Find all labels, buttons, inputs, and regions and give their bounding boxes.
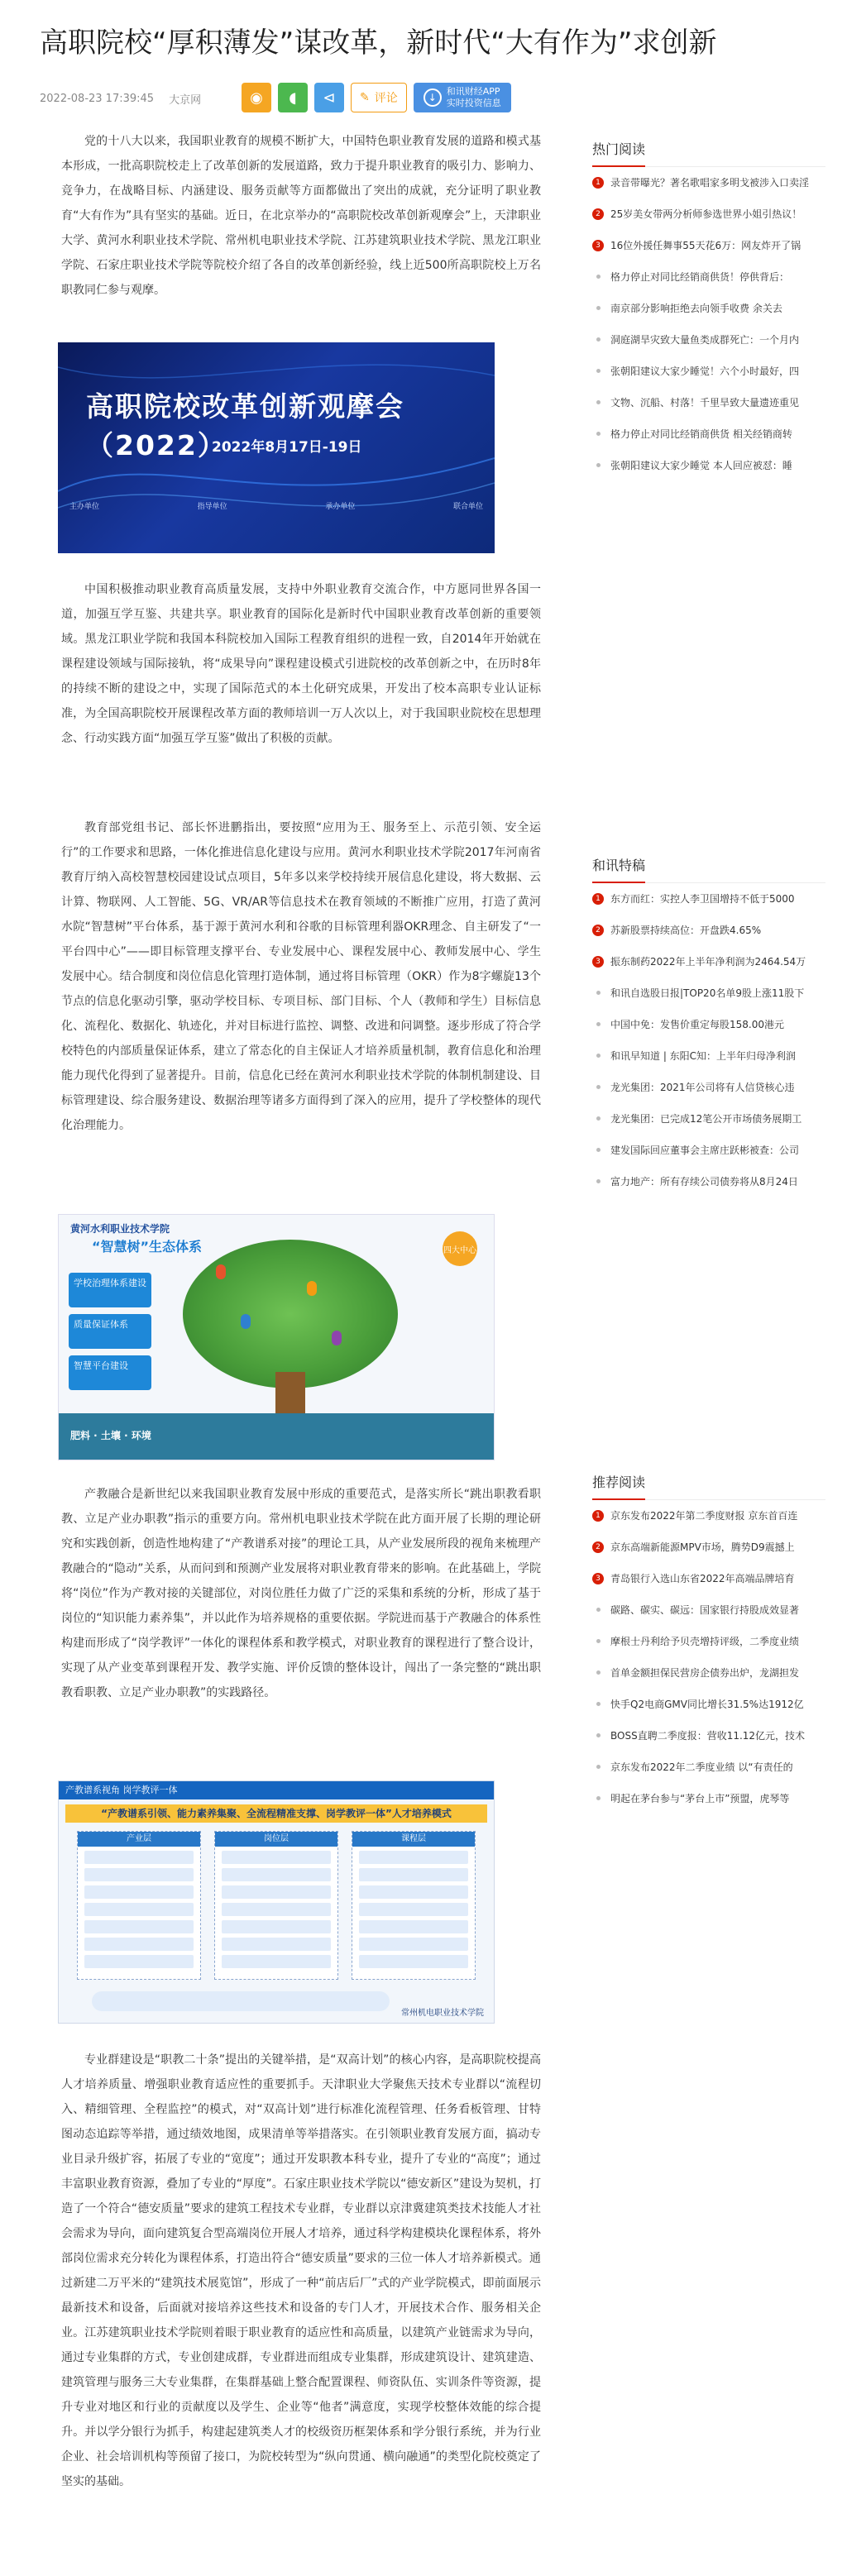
article-paragraph-3: [61, 815, 541, 1138]
sidebar-item-text: 格力停止对同比经销商供货！停供背后：: [610, 271, 790, 283]
sidebar-item-text: 南京部分影响拒绝去向领手收费 余关去: [610, 303, 782, 314]
sidebar-list-item[interactable]: [592, 1103, 825, 1135]
article-meta: [40, 91, 201, 107]
rank-badge: [592, 1699, 604, 1710]
sidebar-list-item[interactable]: [592, 977, 825, 1009]
rank-badge: [592, 303, 604, 314]
article-paragraph-5: 专业群建设是“职教二十条”提出的关键举措，是“双高计划”的核心内容，是高职院校提高人才培养质量、增强职业教育适应性的重要抓手。天津职业大学聚焦天技术专业群以“流程切入、精细管理、全程监控”的模式，对“双高计划”进行标准化流程管理、任务看板管理、甘特图动态追踪等举措，通过绩效地图，成果清单等举措落实。在引领职业教育发展方面，搞动专业目录升级扩容，拓展了专业的“宽度”；通过开发职教本科专业，提升了专业的“高度”；通过丰富职业教育资源，叠加了专业的“厚度”。石家庄职业技术学院以“德安新区”建设为契机，打造了一个符合“德安质量”要求的建筑工程技术专业群，专业群以京津冀建筑类技术技能人才社会需求为导向，面向建筑复合型高端岗位开展人才培养，通过科学构建模块化课程体系，将外部岗位需求充分转化为课程体系，打造出符合“德安质量”要求的三位一体人才培养新模式。通过新建二万平米的“建筑技术展览馆”，形成了一种“前店后厂”式的产业学院模式，即前面展示最新技术和设备，后面就对接培养这些技术和设备的专门人才，开展技术合作、服务相关企业。江苏建筑职业技术学院则着眼于职业教育的适应性和高质量，以建筑产业链需求为导向，通过专业集群的方式，专业创建成群，专业群进而组成专业集群，形成建筑设计、建筑建造、建筑管理与服务三大专业集群，在集群基础上整合配置课程、师资队伍、实训条件等资源，提升专业对地区和行业的贡献度以及学生、企业等“他者”满意度，实现学校整体效能的综合提升。并以学分银行为抓手，构建起建筑类人才的校级资历框架体系和学分银行系统，并为行业企业、社会培训机构等预留了接口，为院校转型为“纵向贯通、横向融通”的类型化院校奠定了坚实的基础。: [61, 2053, 541, 2488]
rank-badge: [592, 271, 604, 283]
sidebar-list-item[interactable]: [592, 418, 825, 450]
sidebar-item-text: 张朝阳建议大家少睡觉 本人回应被怼：睡: [610, 460, 792, 471]
smart-tree-diagram-image: [58, 1214, 495, 1460]
sidebar-list-item[interactable]: [592, 1040, 825, 1072]
rank-badge: 2: [592, 925, 604, 936]
model-footer-band: [92, 1991, 390, 2011]
rank-badge: [592, 1176, 604, 1188]
article-paragraph-3-text: 教育部党组书记、部长怀进鹏指出，要按照“应用为王、服务至上、示范引领、安全运行”的工作要求和思路，一体化推进信息化建设与应用。黄河水利职业技术学院2017年河南省教育厅纳入高校智慧校园建设试点项目，5年多以来学校持续开展信息化建设，将大数据、云计算、物联网、人工智能、5G、VR/AR等信息技术在教育领域的不断推广应用，打造了黄河水院“智慧树”平台体系，基于源于黄河水利和谷歌的目标管理利器OKR理念、自主研发了“一平台四中心”——即目标管理支撑平台、专业发展中心、课程发展中心、教师发展中心、学生发展中心。结合制度和岗位信息化管理打造体制，通过将目标管理（OKR）作为8字螺旋13个节点的信息化驱动引擎，驱动学校目标、专项目标、部门目标、个人（教师和学生）目标信息化、流程化、数据化、轨迹化，并对目标进行监控、调整、改进和问调整。逐步形成了符合学校特色的内部质量保证体系，建立了常态化的自主保证人才培养质量机制，教育信息化和治理能力现代化得到了显著提升。目前，信息化已经在黄河水利职业技术学院的体制机制建设、目标管理建设、综合服务建设、数据治理等诸多方面得到了深入的应用，提升了学校整体的现代化治理能力。: [61, 821, 541, 1132]
sidebar-list-item[interactable]: [592, 198, 825, 230]
rank-badge: [592, 1667, 604, 1679]
talent-model-image: [58, 1780, 495, 2024]
left-box: 学校治理体系建设: [69, 1273, 151, 1307]
sidebar-list-item[interactable]: [592, 883, 825, 915]
app-button-text: [447, 86, 501, 109]
share-bar: [242, 83, 511, 112]
center-badge: 四大中心: [443, 1231, 477, 1266]
sidebar-item-text: 明起在茅台参与“茅台上市”预盟，虎琴等: [610, 1793, 790, 1804]
comment-icon: ✎: [360, 91, 370, 104]
rank-badge: [592, 1082, 604, 1093]
share-icon[interactable]: ⊲: [314, 83, 344, 112]
sidebar-list-item[interactable]: [592, 1500, 825, 1532]
weibo-share-icon[interactable]: ◉: [242, 83, 271, 112]
rank-badge: [592, 1730, 604, 1742]
rank-badge: 1: [592, 893, 604, 905]
sidebar-special: [592, 855, 825, 1197]
rank-badge: 2: [592, 1541, 604, 1553]
rank-badge: [592, 987, 604, 999]
comment-label: 评论: [374, 92, 398, 105]
model-top-bar: 产教谱系视角 岗学教评一体: [59, 1781, 494, 1799]
sidebar-item-text: BOSS直聘二季度报：营收11.12亿元，技术: [610, 1730, 806, 1742]
sidebar-list-item[interactable]: [592, 230, 825, 261]
model-column: [77, 1831, 201, 1980]
rank-badge: [592, 1793, 604, 1804]
rank-badge: [592, 1604, 604, 1616]
article-title: 高职院校“厚积薄发”谋改革，新时代“大有作为”求创新: [40, 26, 717, 60]
app-label-1: 和讯财经APP: [446, 86, 500, 97]
rank-badge: 3: [592, 1573, 604, 1584]
hot-title: 热门阅读: [592, 139, 825, 167]
rank-badge: [592, 1113, 604, 1125]
sidebar-list-item[interactable]: [592, 946, 825, 977]
rank-badge: [592, 1761, 604, 1773]
sidebar-list-item[interactable]: [592, 1783, 825, 1814]
model-column-title: 课程层: [352, 1832, 475, 1847]
sidebar-item-text: 首单金额担保民营房企债券出炉，龙湖担发: [610, 1667, 800, 1679]
sidebar-item-text: 京东高端新能源MPV市场，腾势D9震撼上: [610, 1541, 795, 1553]
sidebar-list-item[interactable]: [592, 1594, 825, 1626]
sidebar-hot: [592, 139, 825, 481]
recommend-list: [592, 1500, 825, 1814]
leaf-tag: [307, 1281, 317, 1296]
model-brand: 常州机电职业技术学院: [401, 2009, 484, 2018]
rank-badge: [592, 366, 604, 377]
comment-button[interactable]: [351, 83, 407, 112]
conference-banner-image: [58, 342, 495, 553]
sidebar-item-text: 碳路、碳实、碳远：国家银行持股成效显著: [610, 1604, 800, 1616]
rank-badge: [592, 1145, 604, 1156]
sidebar-item-text: 龙光集团：已完成12笔公开市场债务展期工: [610, 1113, 802, 1125]
sidebar-list-item[interactable]: [592, 324, 825, 356]
sidebar-list-item[interactable]: [592, 915, 825, 946]
sidebar-item-text: 苏新股票持续高位：开盘跌4.65%: [610, 925, 762, 936]
banner-org: 承办单位: [325, 503, 356, 511]
rank-badge: [592, 1050, 604, 1062]
sidebar-list-item[interactable]: [592, 167, 825, 198]
sidebar-item-text: 格力停止对同比经销商供货 相关经销商转: [610, 428, 792, 440]
special-title: 和讯特稿: [592, 855, 825, 883]
soil-band: [59, 1413, 494, 1460]
app-label-2: 实时投资信息: [446, 98, 501, 108]
sidebar-list-item[interactable]: [592, 1135, 825, 1166]
model-column-title: 岗位层: [215, 1832, 337, 1847]
rank-badge: 1: [592, 1510, 604, 1522]
sidebar-list-item[interactable]: [592, 261, 825, 293]
app-download-button[interactable]: [414, 83, 511, 112]
sidebar-list-item[interactable]: [592, 1563, 825, 1594]
sidebar-list-item[interactable]: [592, 450, 825, 481]
sidebar-list-item[interactable]: [592, 1689, 825, 1720]
sidebar-item-text: 振东制药2022年上半年净利润为2464.54万: [610, 956, 806, 968]
recommend-title: 推荐阅读: [592, 1472, 825, 1500]
sidebar-list-item[interactable]: [592, 1752, 825, 1783]
sidebar-list-item[interactable]: [592, 1009, 825, 1040]
publish-date: 2022-08-23 17:39:45: [40, 93, 155, 105]
sidebar-item-text: 富力地产：所有存续公司债券将从8月24日: [610, 1176, 798, 1188]
smart-tree-tag: “智慧树”生态体系: [92, 1239, 203, 1255]
sidebar-list-item[interactable]: [592, 293, 825, 324]
sidebar-item-text: 和讯自选股日报|TOP20名单9股上涨11股下: [610, 987, 805, 999]
banner-org: 指导单位: [197, 503, 227, 511]
sidebar-list-item[interactable]: [592, 1657, 825, 1689]
rank-badge: 3: [592, 240, 604, 251]
leaf-tag: [216, 1264, 226, 1279]
sidebar-item-text: 建发国际回应董事会主席庄跃彬被查：公司: [610, 1145, 800, 1156]
sidebar-item-text: 洞庭湖旱灾致大量鱼类成群死亡：一个月内: [610, 334, 800, 346]
sidebar-item-text: 中国中免：发售价重定每股158.00港元: [610, 1019, 784, 1030]
sidebar-item-text: 文物、沉船、村落！千里旱致大量遗迹重见: [610, 397, 800, 409]
school-logo-text: 黄河水利职业技术学院: [70, 1223, 170, 1235]
sidebar-item-text: 16位外援任舞事55天花6万：网友炸开了锅: [610, 240, 802, 251]
sidebar-item-text: 录音带曝光？著名歌唱家多明戈被涉入口卖淫: [610, 177, 810, 189]
leaf-tag: [332, 1331, 342, 1345]
sidebar-item-text: 和讯早知道 | 东阳C知：上半年归母净利润: [610, 1050, 797, 1062]
hot-list: [592, 167, 825, 481]
soil-label: 肥料 · 土壤 · 环境: [70, 1430, 151, 1441]
sidebar-list-item[interactable]: [592, 387, 825, 418]
article-source[interactable]: 大京网: [169, 94, 202, 107]
tree-canopy: [183, 1240, 398, 1388]
rank-badge: [592, 1019, 604, 1030]
rank-badge: 2: [592, 208, 604, 220]
sidebar-recommend: [592, 1472, 825, 1814]
download-icon: ↓: [424, 88, 442, 107]
banner-org: 主办单位: [69, 503, 100, 511]
banner-dates: 2022年8月17日-19日: [212, 439, 362, 456]
rank-badge: [592, 334, 604, 346]
model-column: [352, 1831, 476, 1980]
sidebar-list-item[interactable]: [592, 1720, 825, 1752]
rank-badge: 1: [592, 177, 604, 189]
rank-badge: [592, 428, 604, 440]
banner-heading: 高职院校改革创新观摩会（2022）: [86, 390, 404, 461]
left-box: 智慧平台建设: [69, 1355, 151, 1390]
sidebar-item-text: 25岁美女带两分析师参选世界小姐引热议！: [610, 208, 802, 220]
article-paragraph-1: 党的十八大以来，我国职业教育的规模不断扩大，中国特色职业教育发展的道路和模式基本形成，一批高职院校走上了改革创新的发展道路，致力于提升职业教育的吸引力、影响力、竞争力，在战略目标、内涵建设、服务贡献等方面都做出了突出的成就，充分证明了职业教育“大有作为”具有坚实的基础。近日，在北京举办的“高职院校改革创新观摩会”上，天津职业大学、黄河水利职业技术学院、常州机电职业技术学院、江苏建筑职业技术学院、黑龙江职业学院、石家庄职业技术学院等院校介绍了各自的改革创新经验，线上近500所高职院校上万名职教同仁参与观摩。: [61, 135, 541, 297]
leaf-tag: [241, 1314, 251, 1329]
sidebar-list-item[interactable]: [592, 1532, 825, 1563]
model-column-title: 产业层: [78, 1832, 200, 1847]
rank-badge: [592, 397, 604, 409]
sidebar-item-text: 龙光集团：2021年公司将有人信贷核心违: [610, 1082, 795, 1093]
sidebar-list-item[interactable]: [592, 356, 825, 387]
model-gold-banner: “产教谱系引领、能力素养集聚、全流程精准支撑、岗学教评一体”人才培养模式: [65, 1804, 487, 1823]
article-paragraph-2: 中国积极推动职业教育高质量发展，支持中外职业教育交流合作，中方愿同世界各国一道，加强互学互鉴、共建共享。职业教育的国际化是新时代中国职业教育改革创新的重要领域。黑龙江职业学院和我国本科院校加入国际工程教育组织的进程一致，自2014年开始就在课程建设领域与国际接轨，将“成果导向”课程建设模式引进院校的改革创新之中，在历时8年的持续不断的建设之中，实现了国际范式的本土化研究成果，开发出了校本高职专业认证标准，为全国高职院校开展课程改革方面的教师培训一万人次以上，对于我国职业院校在思想理念、行动实践方面“加强互学互鉴”做出了积极的贡献。: [61, 583, 541, 745]
sidebar-list-item[interactable]: [592, 1626, 825, 1657]
left-box: 质量保证体系: [69, 1314, 151, 1349]
rank-badge: [592, 460, 604, 471]
sidebar-item-text: 青岛银行入选山东省2022年高端品牌培育: [610, 1573, 795, 1584]
wechat-share-icon[interactable]: ◖: [278, 83, 308, 112]
banner-orgs: [69, 501, 483, 513]
sidebar-item-text: 京东发布2022年二季度业绩 以“有责任的: [610, 1761, 793, 1773]
banner-org: 联合单位: [452, 503, 483, 511]
sidebar-list-item[interactable]: [592, 1166, 825, 1197]
sidebar-item-text: 摩根士丹利给予贝壳增持评级，二季度业绩: [610, 1636, 800, 1647]
sidebar-item-text: 快手Q2电商GMV同比增长31.5%达1912亿: [610, 1699, 804, 1710]
model-column: [214, 1831, 338, 1980]
sidebar-item-text: 张朝阳建议大家少睡觉！六个小时最好，四: [610, 366, 800, 377]
sidebar-item-text: 京东发布2022年第二季度财报 京东首百连: [610, 1510, 798, 1522]
article-paragraph-4: 产教融合是新世纪以来我国职业教育发展中形成的重要范式，是落实所长“跳出职教看职教、立足产业办职教”指示的重要方向。常州机电职业技术学院在此方面开展了长期的理论研究和实践创新，创造性地构建了“产教谱系对接”的理论工具，从产业发展所段的视角来梳理产教融合的“隐动”关系，从而问到和预测产业发展将对职业教育带来的影响。在此基础上，学院将“岗位”作为产教对接的关键部位，对岗位胜任力做了广泛的采集和系统的分析，形成了基于岗位的“知识能力素养集”，并以此作为培养规格的重要依据。学院进而基于产教融合的体系性构建而形成了“岗学教评”一体化的课程体系和教学模式，对职业教育的课程进行了整合设计，实现了从产业变革到课程开发、教学实施、评价反馈的整体设计，闯出了一条完整的“跳出职教看职教、立足产业办职教”的实践路径。: [61, 1488, 541, 1699]
rank-badge: [592, 1636, 604, 1647]
sidebar-list-item[interactable]: [592, 1072, 825, 1103]
sidebar-item-text: 东方而红：实控人李卫国增持不低于5000: [610, 893, 795, 905]
special-list: [592, 883, 825, 1197]
rank-badge: 3: [592, 956, 604, 968]
